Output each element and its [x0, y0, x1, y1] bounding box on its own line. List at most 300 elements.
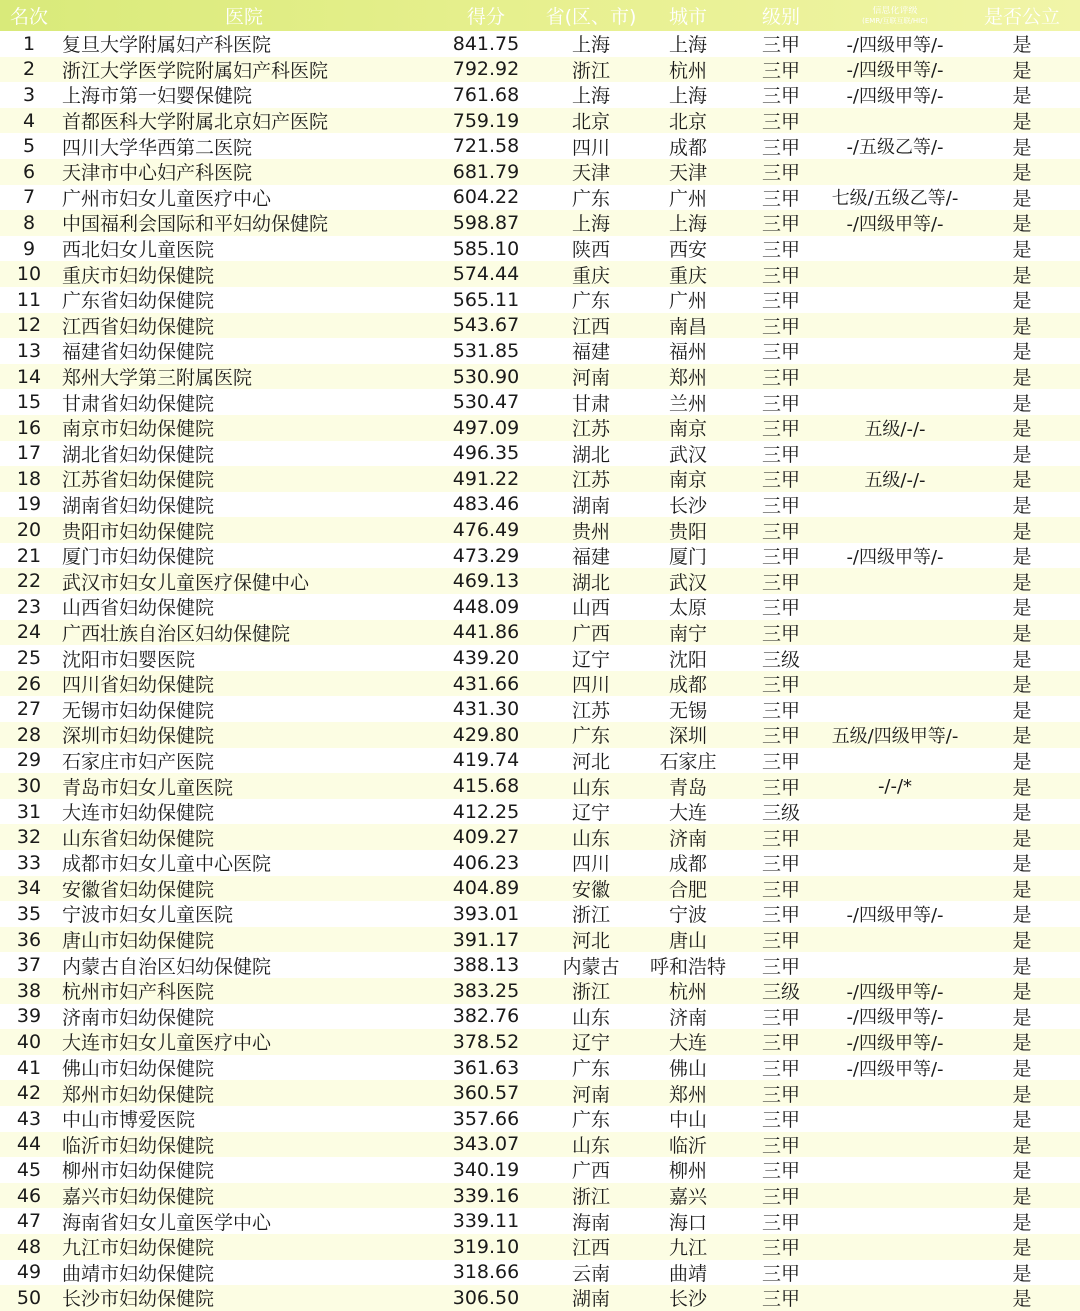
header-rank: 名次 [9, 6, 48, 28]
city-cell: 上海 [668, 34, 707, 57]
score-cell: 598.87 [452, 211, 520, 234]
table-header [0, 0, 1080, 31]
score-cell: 419.74 [452, 749, 520, 772]
rank-cell: 22 [16, 570, 42, 593]
score-cell: 792.92 [452, 58, 520, 81]
score-cell: 841.75 [452, 32, 520, 55]
city-cell: 无锡 [668, 699, 707, 722]
table-row [0, 543, 1080, 569]
public-cell: 是 [1012, 1083, 1032, 1106]
rank-cell: 2 [22, 58, 36, 81]
public-cell: 是 [1012, 1058, 1032, 1081]
province-cell: 内蒙古 [562, 955, 620, 978]
hospital-name-cell: 临沂市妇幼保健院 [62, 1134, 215, 1157]
city-cell: 南宁 [668, 622, 707, 645]
rank-cell: 26 [16, 672, 42, 695]
public-cell: 是 [1012, 1211, 1032, 1234]
province-cell: 山东 [571, 827, 610, 850]
hospital-name-cell: 重庆市妇幼保健院 [62, 264, 215, 287]
table-row [0, 952, 1080, 978]
hospital-name-cell: 石家庄市妇产医院 [62, 750, 215, 773]
city-cell: 厦门 [668, 546, 707, 569]
score-cell: 360.57 [452, 1082, 520, 1105]
province-cell: 上海 [571, 85, 610, 108]
info-rating-cell: -/四级甲等/- [846, 1032, 944, 1054]
province-cell: 浙江 [571, 1186, 610, 1209]
rank-cell: 32 [16, 826, 42, 849]
level-cell: 三甲 [761, 494, 800, 517]
province-cell: 山西 [571, 597, 610, 620]
city-cell: 重庆 [668, 264, 707, 287]
rank-cell: 47 [16, 1210, 42, 1233]
province-cell: 天津 [571, 162, 610, 185]
public-cell: 是 [1012, 367, 1032, 390]
rank-cell: 29 [16, 749, 42, 772]
rank-cell: 46 [16, 1184, 42, 1207]
province-cell: 河南 [571, 1083, 610, 1106]
city-cell: 天津 [668, 162, 707, 185]
score-cell: 469.13 [452, 570, 520, 593]
rank-cell: 21 [16, 544, 42, 567]
public-cell: 是 [1012, 162, 1032, 185]
table-row [0, 287, 1080, 313]
score-cell: 388.13 [452, 954, 520, 977]
hospital-name-cell: 广东省妇幼保健院 [62, 290, 215, 313]
level-cell: 三甲 [761, 1083, 800, 1106]
table-row [0, 415, 1080, 441]
public-cell: 是 [1012, 1006, 1032, 1029]
table-row [0, 773, 1080, 799]
rank-cell: 24 [16, 621, 42, 644]
public-cell: 是 [1012, 136, 1032, 159]
province-cell: 四川 [571, 674, 610, 697]
rank-cell: 38 [16, 979, 42, 1002]
level-cell: 三甲 [761, 85, 800, 108]
header-city: 城市 [668, 6, 707, 28]
province-cell: 江苏 [571, 469, 610, 492]
level-cell: 三甲 [761, 392, 800, 415]
city-cell: 大连 [668, 802, 707, 825]
hospital-name-cell: 青岛市妇女儿童医院 [62, 776, 234, 799]
table-row [0, 1260, 1080, 1286]
score-cell: 357.66 [452, 1107, 520, 1130]
level-cell: 三甲 [761, 443, 800, 466]
info-rating-cell: -/五级乙等/- [846, 137, 944, 159]
city-cell: 大连 [668, 1032, 707, 1055]
rank-cell: 35 [16, 902, 42, 925]
level-cell: 三级 [761, 648, 800, 671]
table-row [0, 1106, 1080, 1132]
province-cell: 广东 [571, 290, 610, 313]
info-rating-cell: -/四级甲等/- [846, 904, 944, 926]
header-public: 是否公立 [983, 6, 1060, 28]
province-cell: 上海 [571, 34, 610, 57]
table-row [0, 1183, 1080, 1209]
info-rating-cell: 五级/-/- [864, 418, 926, 440]
table-row [0, 133, 1080, 159]
level-cell: 三甲 [761, 571, 800, 594]
province-cell: 福建 [571, 546, 610, 569]
city-cell: 成都 [668, 853, 707, 876]
public-cell: 是 [1012, 1160, 1032, 1183]
info-rating-cell: -/四级甲等/- [846, 1007, 944, 1029]
public-cell: 是 [1012, 392, 1032, 415]
city-cell: 中山 [668, 1109, 707, 1132]
public-cell: 是 [1012, 213, 1032, 236]
public-cell: 是 [1012, 1288, 1032, 1311]
level-cell: 三甲 [761, 367, 800, 390]
hospital-name-cell: 西北妇女儿童医院 [62, 239, 215, 262]
city-cell: 深圳 [668, 725, 707, 748]
table-row [0, 1208, 1080, 1234]
level-cell: 三甲 [761, 1109, 800, 1132]
info-rating-cell: -/四级甲等/- [846, 1058, 944, 1080]
rank-cell: 41 [16, 1056, 42, 1079]
province-cell: 海南 [571, 1211, 610, 1234]
info-rating-cell: -/四级甲等/- [846, 85, 944, 107]
city-cell: 石家庄 [659, 750, 717, 773]
province-cell: 湖南 [571, 494, 610, 517]
rank-cell: 11 [16, 288, 42, 311]
city-cell: 沈阳 [668, 648, 707, 671]
level-cell: 三甲 [761, 699, 800, 722]
table-row [0, 901, 1080, 927]
city-cell: 郑州 [668, 1083, 707, 1106]
rank-cell: 23 [16, 595, 42, 618]
score-cell: 531.85 [452, 339, 520, 362]
city-cell: 武汉 [668, 443, 707, 466]
header-info-title: 信息化评级 [872, 6, 918, 17]
table-row [0, 927, 1080, 953]
hospital-name-cell: 长沙市妇幼保健院 [62, 1288, 215, 1311]
hospital-name-cell: 沈阳市妇婴医院 [62, 648, 196, 671]
score-cell: 473.29 [452, 544, 520, 567]
table-row [0, 1234, 1080, 1260]
city-cell: 济南 [668, 827, 707, 850]
public-cell: 是 [1012, 930, 1032, 953]
province-cell: 贵州 [571, 520, 610, 543]
table-row [0, 799, 1080, 825]
table-row [0, 1157, 1080, 1183]
public-cell: 是 [1012, 597, 1032, 620]
table-row [0, 696, 1080, 722]
level-cell: 三甲 [761, 1006, 800, 1029]
hospital-name-cell: 九江市妇幼保健院 [62, 1237, 215, 1260]
hospital-name-cell: 海南省妇女儿童医学中心 [62, 1211, 272, 1234]
level-cell: 三甲 [761, 955, 800, 978]
province-cell: 湖北 [571, 571, 610, 594]
city-cell: 九江 [668, 1237, 707, 1260]
level-cell: 三甲 [761, 853, 800, 876]
city-cell: 呼和浩特 [649, 955, 726, 978]
level-cell: 三甲 [761, 469, 800, 492]
public-cell: 是 [1012, 904, 1032, 927]
score-cell: 530.90 [452, 365, 520, 388]
province-cell: 四川 [571, 853, 610, 876]
city-cell: 北京 [668, 111, 707, 134]
city-cell: 上海 [668, 85, 707, 108]
table-row [0, 517, 1080, 543]
level-cell: 三甲 [761, 725, 800, 748]
hospital-name-cell: 上海市第一妇婴保健院 [62, 85, 253, 108]
public-cell: 是 [1012, 674, 1032, 697]
rank-cell: 25 [16, 647, 42, 670]
rank-cell: 13 [16, 339, 42, 362]
public-cell: 是 [1012, 725, 1032, 748]
hospital-name-cell: 嘉兴市妇幼保健院 [62, 1186, 215, 1209]
rank-cell: 31 [16, 800, 42, 823]
public-cell: 是 [1012, 699, 1032, 722]
province-cell: 安徽 [571, 878, 610, 901]
city-cell: 青岛 [668, 776, 707, 799]
score-cell: 497.09 [452, 416, 520, 439]
public-cell: 是 [1012, 315, 1032, 338]
city-cell: 杭州 [668, 981, 707, 1004]
public-cell: 是 [1012, 853, 1032, 876]
city-cell: 郑州 [668, 367, 707, 390]
province-cell: 云南 [571, 1262, 610, 1285]
rank-cell: 3 [22, 83, 36, 106]
city-cell: 长沙 [668, 1288, 707, 1311]
score-cell: 429.80 [452, 723, 520, 746]
province-cell: 广东 [571, 725, 610, 748]
public-cell: 是 [1012, 469, 1032, 492]
info-rating-cell: -/四级甲等/- [846, 546, 944, 568]
level-cell: 三级 [761, 981, 800, 1004]
table-row [0, 389, 1080, 415]
level-cell: 三甲 [761, 520, 800, 543]
city-cell: 南昌 [668, 315, 707, 338]
hospital-name-cell: 深圳市妇幼保健院 [62, 725, 215, 748]
city-cell: 兰州 [668, 392, 707, 415]
table-row [0, 568, 1080, 594]
public-cell: 是 [1012, 494, 1032, 517]
rank-cell: 12 [16, 314, 42, 337]
table-row [0, 364, 1080, 390]
city-cell: 贵阳 [668, 520, 707, 543]
table-row [0, 31, 1080, 57]
public-cell: 是 [1012, 520, 1032, 543]
hospital-name-cell: 首都医科大学附属北京妇产医院 [62, 111, 329, 134]
rank-cell: 19 [16, 493, 42, 516]
score-cell: 431.66 [452, 672, 520, 695]
province-cell: 广东 [571, 187, 610, 210]
rank-cell: 1 [22, 32, 36, 55]
public-cell: 是 [1012, 1186, 1032, 1209]
public-cell: 是 [1012, 443, 1032, 466]
level-cell: 三甲 [761, 187, 800, 210]
table-row [0, 185, 1080, 211]
score-cell: 319.10 [452, 1235, 520, 1258]
province-cell: 江苏 [571, 418, 610, 441]
city-cell: 合肥 [668, 878, 707, 901]
province-cell: 浙江 [571, 981, 610, 1004]
table-row [0, 1055, 1080, 1081]
score-cell: 491.22 [452, 467, 520, 490]
score-cell: 361.63 [452, 1056, 520, 1079]
city-cell: 唐山 [668, 930, 707, 953]
header-hospital: 医院 [224, 6, 263, 28]
score-cell: 565.11 [452, 288, 520, 311]
score-cell: 431.30 [452, 698, 520, 721]
score-cell: 483.46 [452, 493, 520, 516]
score-cell: 439.20 [452, 647, 520, 670]
hospital-name-cell: 福建省妇幼保健院 [62, 341, 215, 364]
table-row [0, 1004, 1080, 1030]
score-cell: 543.67 [452, 314, 520, 337]
hospital-name-cell: 四川大学华西第二医院 [62, 136, 253, 159]
rank-cell: 49 [16, 1261, 42, 1284]
public-cell: 是 [1012, 981, 1032, 1004]
rank-cell: 37 [16, 954, 42, 977]
level-cell: 三甲 [761, 750, 800, 773]
level-cell: 三甲 [761, 264, 800, 287]
public-cell: 是 [1012, 239, 1032, 262]
rank-cell: 7 [22, 186, 36, 209]
level-cell: 三甲 [761, 1288, 800, 1311]
hospital-name-cell: 广西壮族自治区妇幼保健院 [62, 622, 291, 645]
rank-cell: 15 [16, 391, 42, 414]
table-row [0, 594, 1080, 620]
hospital-name-cell: 山东省妇幼保健院 [62, 827, 215, 850]
province-cell: 辽宁 [571, 648, 610, 671]
score-cell: 318.66 [452, 1261, 520, 1284]
city-cell: 长沙 [668, 494, 707, 517]
public-cell: 是 [1012, 750, 1032, 773]
city-cell: 宁波 [668, 904, 707, 927]
rank-cell: 5 [22, 135, 36, 158]
hospital-name-cell: 曲靖市妇幼保健院 [62, 1262, 215, 1285]
public-cell: 是 [1012, 264, 1032, 287]
public-cell: 是 [1012, 802, 1032, 825]
rank-cell: 42 [16, 1082, 42, 1105]
public-cell: 是 [1012, 955, 1032, 978]
table-row [0, 748, 1080, 774]
score-cell: 404.89 [452, 877, 520, 900]
score-cell: 339.16 [452, 1184, 520, 1207]
table-row [0, 261, 1080, 287]
hospital-name-cell: 武汉市妇女儿童医疗保健中心 [62, 571, 310, 594]
public-cell: 是 [1012, 546, 1032, 569]
public-cell: 是 [1012, 1032, 1032, 1055]
public-cell: 是 [1012, 1262, 1032, 1285]
level-cell: 三甲 [761, 904, 800, 927]
level-cell: 三甲 [761, 1160, 800, 1183]
city-cell: 广州 [668, 187, 707, 210]
province-cell: 山东 [571, 1006, 610, 1029]
province-cell: 山东 [571, 1134, 610, 1157]
province-cell: 河北 [571, 750, 610, 773]
public-cell: 是 [1012, 341, 1032, 364]
rank-cell: 6 [22, 160, 36, 183]
public-cell: 是 [1012, 111, 1032, 134]
hospital-name-cell: 无锡市妇幼保健院 [62, 699, 215, 722]
score-cell: 761.68 [452, 83, 520, 106]
rank-cell: 28 [16, 723, 42, 746]
header-info-rating [826, 6, 964, 24]
hospital-name-cell: 南京市妇幼保健院 [62, 418, 215, 441]
city-cell: 上海 [668, 213, 707, 236]
province-cell: 河北 [571, 930, 610, 953]
province-cell: 上海 [571, 213, 610, 236]
table-row [0, 338, 1080, 364]
info-rating-cell: -/四级甲等/- [846, 60, 944, 82]
level-cell: 三甲 [761, 776, 800, 799]
level-cell: 三甲 [761, 34, 800, 57]
city-cell: 福州 [668, 341, 707, 364]
rank-cell: 39 [16, 1005, 42, 1028]
province-cell: 四川 [571, 136, 610, 159]
city-cell: 南京 [668, 418, 707, 441]
hospital-name-cell: 大连市妇幼保健院 [62, 802, 215, 825]
score-cell: 476.49 [452, 519, 520, 542]
rank-cell: 33 [16, 851, 42, 874]
public-cell: 是 [1012, 290, 1032, 313]
table-row [0, 1080, 1080, 1106]
province-cell: 甘肃 [571, 392, 610, 415]
table-row [0, 466, 1080, 492]
table-row [0, 824, 1080, 850]
score-cell: 441.86 [452, 621, 520, 644]
province-cell: 河南 [571, 367, 610, 390]
rank-cell: 45 [16, 1158, 42, 1181]
score-cell: 409.27 [452, 826, 520, 849]
province-cell: 湖北 [571, 443, 610, 466]
rank-cell: 20 [16, 519, 42, 542]
table-row [0, 57, 1080, 83]
province-cell: 浙江 [571, 904, 610, 927]
info-rating-cell: 五级/四级甲等/- [831, 725, 959, 747]
score-cell: 406.23 [452, 851, 520, 874]
hospital-name-cell: 广州市妇女儿童医疗中心 [62, 187, 272, 210]
level-cell: 三甲 [761, 1262, 800, 1285]
public-cell: 是 [1012, 776, 1032, 799]
score-cell: 343.07 [452, 1133, 520, 1156]
score-cell: 339.11 [452, 1210, 520, 1233]
rank-cell: 18 [16, 467, 42, 490]
hospital-name-cell: 中国福利会国际和平妇幼保健院 [62, 213, 329, 236]
rank-cell: 36 [16, 928, 42, 951]
hospital-name-cell: 湖南省妇幼保健院 [62, 494, 215, 517]
hospital-name-cell: 浙江大学医学院附属妇产科医院 [62, 59, 329, 82]
rank-cell: 30 [16, 775, 42, 798]
province-cell: 重庆 [571, 264, 610, 287]
level-cell: 三甲 [761, 162, 800, 185]
province-cell: 福建 [571, 341, 610, 364]
table-row [0, 671, 1080, 697]
province-cell: 辽宁 [571, 802, 610, 825]
score-cell: 530.47 [452, 391, 520, 414]
table-row [0, 1029, 1080, 1055]
level-cell: 三甲 [761, 315, 800, 338]
score-cell: 391.17 [452, 928, 520, 951]
hospital-name-cell: 厦门市妇幼保健院 [62, 546, 215, 569]
level-cell: 三级 [761, 802, 800, 825]
hospital-name-cell: 复旦大学附属妇产科医院 [62, 34, 272, 57]
public-cell: 是 [1012, 622, 1032, 645]
hospital-name-cell: 中山市博爱医院 [62, 1109, 196, 1132]
level-cell: 三甲 [761, 213, 800, 236]
rank-cell: 8 [22, 211, 36, 234]
hospital-name-cell: 甘肃省妇幼保健院 [62, 392, 215, 415]
level-cell: 三甲 [761, 622, 800, 645]
score-cell: 448.09 [452, 595, 520, 618]
rank-cell: 10 [16, 263, 42, 286]
public-cell: 是 [1012, 418, 1032, 441]
level-cell: 三甲 [761, 674, 800, 697]
hospital-name-cell: 安徽省妇幼保健院 [62, 878, 215, 901]
level-cell: 三甲 [761, 239, 800, 262]
